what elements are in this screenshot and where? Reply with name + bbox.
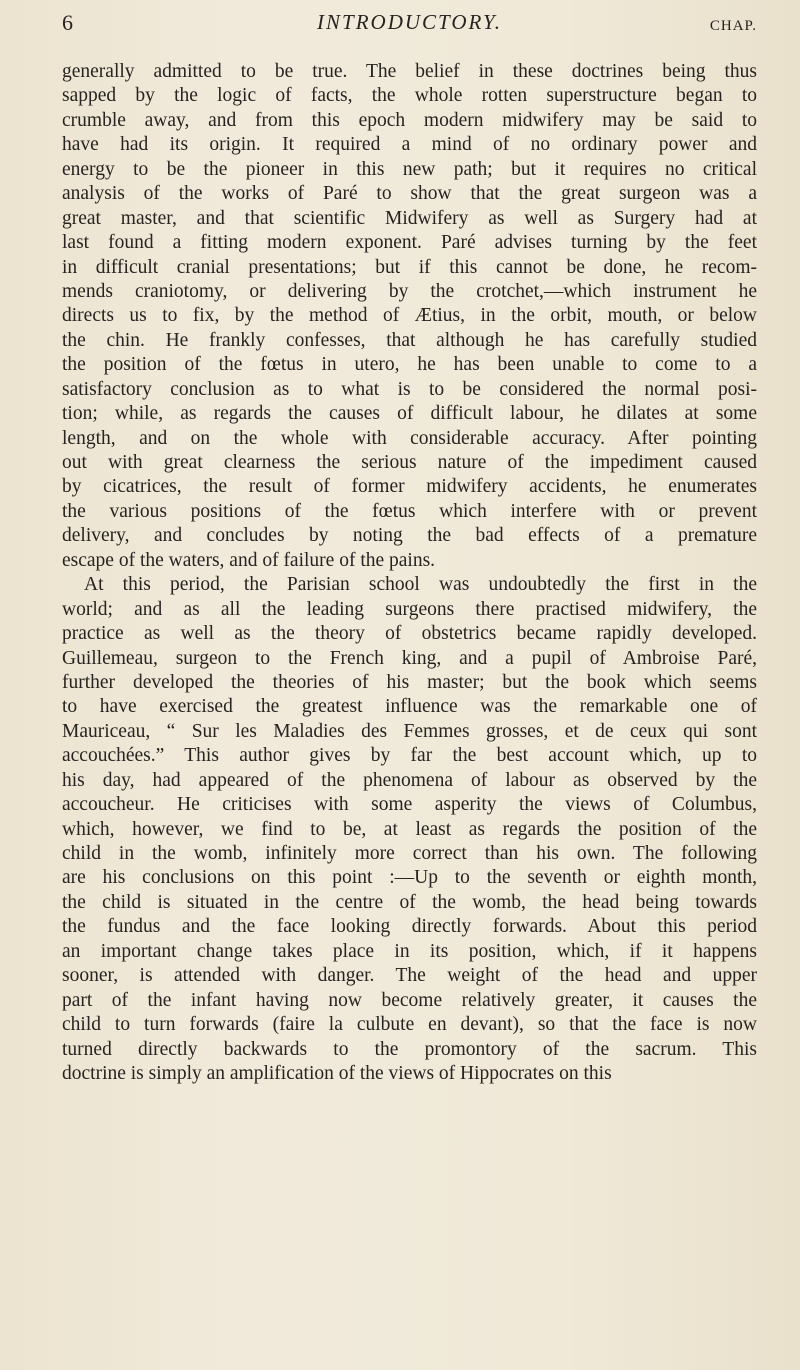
text-line: which, however, we find to be, at least as regards the position of the <box>62 818 757 840</box>
text-line: directs us to fix, by the method of Ætius, in the orbit, mouth, or below <box>62 305 757 327</box>
text-line: great master, and that scientific Midwifery as well as Surgery had at <box>62 207 757 229</box>
text-line: are his conclusions on this point :—Up to the seventh or eighth month, <box>62 867 757 889</box>
text-line: by cicatrices, the result of former midwifery accidents, he enumerates <box>62 476 757 498</box>
text-line: the position of the fœtus in utero, he has been unable to come to a <box>62 354 757 376</box>
text-line: generally admitted to be true. The belief in these doctrines being thus <box>62 61 757 82</box>
text-line: part of the infant having now become relatively greater, it causes the <box>62 989 757 1011</box>
text-line: have had its origin. It required a mind of no ordinary power and <box>62 134 757 156</box>
text-line: length, and on the whole with considerable accuracy. After pointing <box>62 427 757 449</box>
text-line: escape of the waters, and of failure of the pains. <box>62 549 436 571</box>
text-line: doctrine is simply an amplification of the views of Hippocrates on this <box>62 1062 612 1084</box>
text-line: the fundus and the face looking directly forwards. About this period <box>62 916 757 938</box>
text-line: tion; while, as regards the causes of difficult labour, he dilates at some <box>62 403 757 425</box>
text-line: Mauriceau, “ Sur les Maladies des Femmes grosses, et de ceux qui sont <box>62 720 757 742</box>
text-line: an important change takes place in its position, which, if it happens <box>62 940 757 962</box>
text-line: satisfactory conclusion as to what is to be considered the normal posi- <box>62 378 757 400</box>
body-text <box>62 60 757 1086</box>
text-line: practice as well as the theory of obstetrics became rapidly developed. <box>62 623 757 645</box>
text-line: crumble away, and from this epoch modern midwifery may be said to <box>62 109 757 131</box>
paragraph <box>62 573 757 1086</box>
text-line: to have exercised the greatest influence was the remarkable one of <box>62 696 757 718</box>
text-line: sooner, is attended with danger. The weight of the head and upper <box>62 965 757 987</box>
text-line: turned directly backwards to the promontory of the sacrum. This <box>62 1038 757 1060</box>
text-line: further developed the theories of his master; but the book which seems <box>62 671 757 693</box>
text-line: accoucheur. He criticises with some asperity the views of Columbus, <box>62 794 757 816</box>
running-title: INTRODUCTORY. <box>317 10 502 34</box>
text-line: his day, had appeared of the phenomena of labour as observed by the <box>62 769 757 791</box>
text-line: energy to be the pioneer in this new path; but it requires no critical <box>62 158 757 180</box>
text-line: child to turn forwards (faire la culbute en devant), so that the face is now <box>62 1014 757 1036</box>
text-line: last found a fitting modern exponent. Paré advises turning by the feet <box>62 232 757 254</box>
text-line: the child is situated in the centre of the womb, the head being towards <box>62 891 757 913</box>
text-line: analysis of the works of Paré to show that the great surgeon was a <box>62 183 757 205</box>
running-head <box>62 10 757 50</box>
text-line: mends craniotomy, or delivering by the crotchet,—which instrument he <box>62 280 757 302</box>
text-line: delivery, and concludes by noting the bad effects of a premature <box>62 525 757 547</box>
text-line: At this period, the Parisian school was undoubtedly the first in the <box>84 574 757 596</box>
text-line: in difficult cranial presentations; but if this cannot be done, he recom- <box>62 256 757 278</box>
text-line: Guillemeau, surgeon to the French king, and a pupil of Ambroise Paré, <box>62 647 757 669</box>
paragraph <box>62 60 757 573</box>
text-line: world; and as all the leading surgeons there practised midwifery, the <box>62 598 757 620</box>
text-line: accouchées.” This author gives by far the best account which, up to <box>62 745 757 767</box>
text-line: out with great clearness the serious nature of the impediment caused <box>62 452 757 473</box>
chapter-label: CHAP. <box>709 18 757 34</box>
text-line: sapped by the logic of facts, the whole rotten superstructure began to <box>62 85 757 107</box>
page-number: 6 <box>62 10 73 35</box>
text-line: the various positions of the fœtus which interfere with or prevent <box>62 500 757 522</box>
text-line: child in the womb, infinitely more correct than his own. The following <box>62 843 757 864</box>
text-line: the chin. He frankly confesses, that although he has carefully studied <box>62 329 757 351</box>
